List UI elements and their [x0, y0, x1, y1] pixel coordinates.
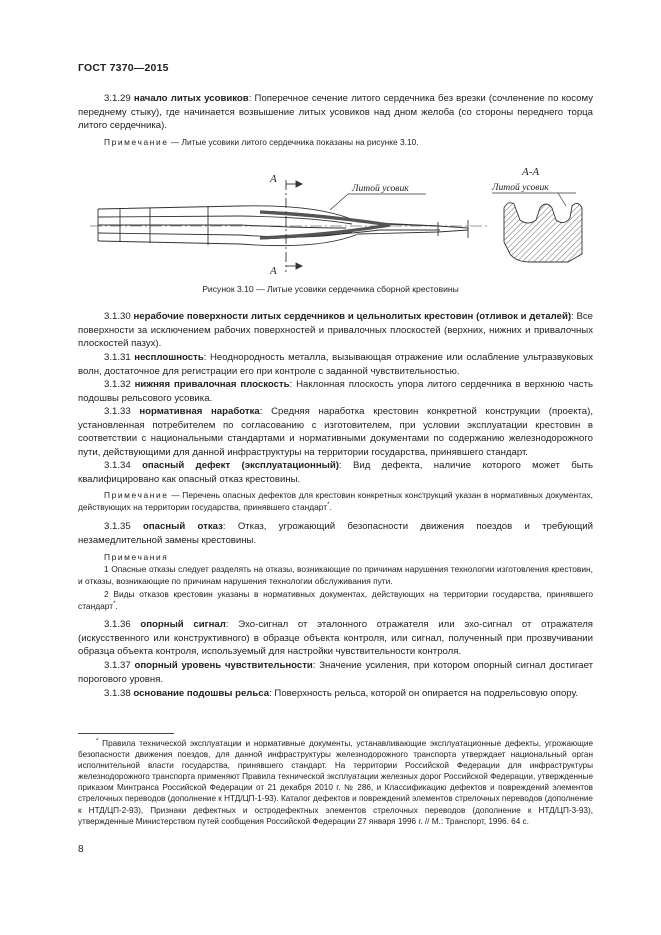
- section-title: А-А: [522, 166, 540, 178]
- clause-term: начало литых усовиков: [133, 93, 249, 104]
- note-text: 2 Виды отказов крестовин указаны в нормативных документах, действующих на территории государства, принявшего стандарт: [78, 589, 593, 611]
- clause-definition: : Поперечное сечение литого сердечника без врезки (сочленение по косому переднему стыку), где начинается возвышение литых усовиков над дном желоба (со стороны переднего торца литого сердечника).: [78, 93, 593, 132]
- clause-3-1-36: [78, 618, 593, 659]
- clause-3-1-30: [78, 310, 593, 351]
- clause-definition: : Вид дефекта, наличие которого может быть квалифицировано как опасный отказ крестовины.: [78, 460, 593, 485]
- clause-number: 3.1.32: [104, 379, 131, 390]
- footnote-ref: *: [327, 501, 330, 508]
- notes-label: Примечания: [104, 552, 169, 562]
- footnote-ref: *: [113, 600, 116, 607]
- clause-definition: : Эхо-сигнал от эталонного отражателя или эхо-сигнал от отражателя (искусственного или конструктивного) в образце объекта контроля, или сигнал, полученный при прозвучивании образца объекта контроля, используемый для настройки чувствительности контроля.: [78, 619, 593, 658]
- clause-term: нормативная наработка: [139, 406, 260, 417]
- clause-term: опорный сигнал: [140, 619, 226, 630]
- clause-3-1-34: [78, 459, 593, 486]
- clause-3-1-32: [78, 378, 593, 405]
- clause-definition: : Все поверхности за исключением рабочих поверхностей и привалочных плоскостей (верхних, нижних и привалочных плоскостей пазух).: [78, 311, 593, 350]
- note-label: Примечание: [104, 490, 169, 500]
- clause-3-1-31: [78, 351, 593, 378]
- note-end: .: [115, 600, 118, 611]
- footnote: [78, 738, 593, 827]
- footnote-separator: [78, 733, 174, 734]
- clause-term: основание подошвы рельса: [133, 688, 270, 699]
- clause-definition: : Наклонная плоскость упора литого сердечника в верхнюю часть подошвы рельсового усовика.: [78, 379, 593, 404]
- clause-number: 3.1.33: [104, 406, 131, 417]
- clause-number: 3.1.36: [104, 619, 131, 630]
- figure-3-10: [90, 162, 600, 280]
- cut-label-bottom: А: [270, 265, 277, 277]
- note-figure-reference: [78, 137, 593, 149]
- clause-term: несплошность: [134, 352, 204, 363]
- clause-number: 3.1.30: [104, 311, 131, 322]
- note-item-2: [78, 589, 593, 612]
- clause-3-1-33: [78, 405, 593, 459]
- clause-term: нерабочие поверхности литых сердечников и цельнолитых крестовин (отливок и деталей): [133, 311, 572, 322]
- clause-term: нижняя привалочная плоскость: [134, 379, 290, 390]
- clause-number: 3.1.31: [104, 352, 131, 363]
- clause-term: опасный дефект (эксплуатационный): [142, 460, 339, 471]
- frog-longitudinal-view: [90, 206, 488, 246]
- clause-number: 3.1.35: [104, 521, 131, 532]
- clause-number: 3.1.37: [104, 660, 131, 671]
- label-cast-wing-section: Литой усовик: [492, 182, 549, 193]
- note-text: — Литые усовики литого сердечника показаны на рисунке 3.10.: [168, 137, 419, 147]
- cross-section: [504, 203, 582, 262]
- clause-definition: : Неоднородность металла, вызывающая отражение или ослабление ультразвуковых волн, достаточное для регистрации его при контроле с заданной чувствительностью.: [78, 352, 593, 377]
- note-dangerous-defects: [78, 490, 593, 513]
- clause-3-1-38: [78, 687, 593, 701]
- clause-number: 3.1.29: [104, 93, 131, 104]
- notes-heading: [78, 552, 593, 564]
- clause-3-1-29: [78, 92, 593, 133]
- note-item-1: 1 Опасные отказы следует разделять на отказы, возникающие по причинам нарушения технологии изготовления крестовин, и отказы, возникающие по причинам нарушения технологии обслуживания пути.: [78, 564, 593, 586]
- clause-definition: : Поверхность рельса, которой он опирается на подрельсовую опору.: [269, 688, 579, 699]
- document-header: ГОСТ 7370—2015: [78, 62, 169, 74]
- clause-3-1-37: [78, 659, 593, 686]
- leader-cast-wing: [330, 194, 426, 210]
- note-text: — Перечень опасных дефектов для крестовин конкретных конструкций указан в нормативных документах, действующих на территории государства, принявшего стандарт: [78, 490, 593, 512]
- clause-definition: : Отказ, угрожающий безопасности движения поездов и требующий незамедлительной замены крестовины.: [78, 521, 593, 546]
- note-label: Примечание: [104, 137, 169, 147]
- clause-definition: : Средняя наработка крестовин конкретной конструкции (проекта), установленная потребителем по согласованию с изготовителем, при условии эксплуатации крестовин в соответствии с национальными стандартами и нормативными документами по содержанию железнодорожного пути, действующими для данной инфраструктуры на территории государства, принявшего стандарт.: [78, 406, 593, 458]
- figure-caption: Рисунок 3.10 — Литые усовики сердечника сборной крестовины: [202, 284, 459, 294]
- clause-definition: : Значение усиления, при котором опорный сигнал достигает порогового уровня.: [78, 660, 594, 685]
- page-number: 8: [78, 844, 84, 855]
- footnote-mark: *: [96, 738, 99, 745]
- clause-number: 3.1.34: [104, 460, 131, 471]
- label-cast-wing: Литой усовик: [352, 183, 409, 194]
- clause-term: опорный уровень чувствительности: [134, 660, 313, 671]
- clause-number: 3.1.38: [104, 688, 131, 699]
- clause-3-1-35: [78, 520, 593, 547]
- clause-term: опасный отказ: [143, 521, 223, 532]
- footnote-text: Правила технической эксплуатации и нормативные документы, устанавливающие эксплуатационные дефекты, угрожающие безопасности движения поездов, для данной инфраструктуры железнодорожного транспорта утверждает национальный орган исполнительной власти государства, принявшего стандарт. На территории Российской Федерации для инфраструктуры железнодорожного транспорта применяют Правила технической эксплуатации железных дорог Российской Федерации, утвержденные приказом Минтранса Российской Федерации от 21 декабря 2010 г. № 286, и Классификацию дефектов и повреждений элементов стрелочных переводов (дополнение к НТД/ЦП-1-93). Каталог дефектов и повреждений элементов стрелочных переводов (дополнение к НТД/ЦП-2-93), Признаки дефектных и остродефектных элементов стрелочных переводов (дополнение к НТД/ЦП-3-93), утвержденные Министерством путей сообщения Российской Федерации 27 января 1996 г. // М.: Транспорт, 1996. 64 с.: [78, 739, 593, 826]
- cut-label-top: А: [270, 173, 277, 185]
- note-end: .: [329, 501, 332, 512]
